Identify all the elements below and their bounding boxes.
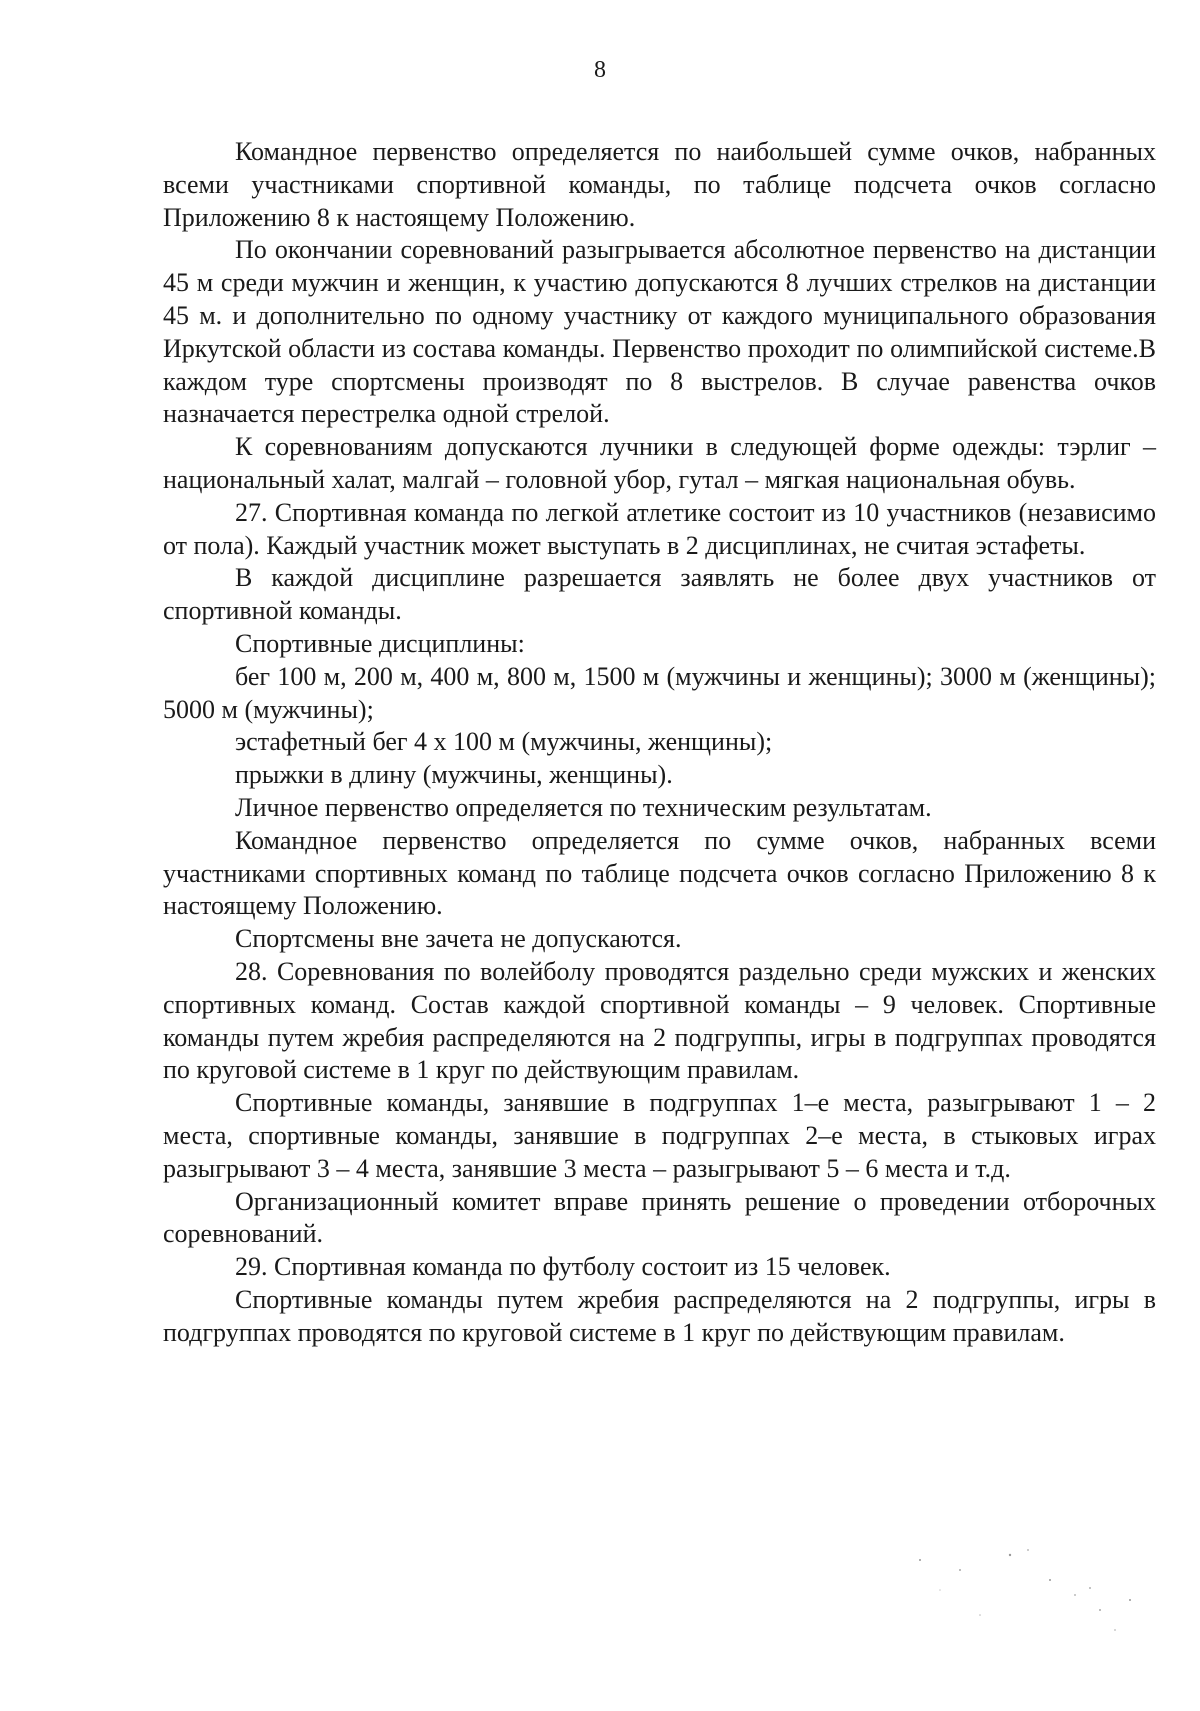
paragraph: 29. Спортивная команда по футболу состоит из 15 человек.	[235, 1252, 891, 1282]
paragraph: прыжки в длину (мужчины, женщины).	[235, 760, 673, 790]
paragraph: Спортивные команды, занявшие в подгруппах 1–е места, разыгрывают 1 – 2 места, спортивные команды, занявшие в подгруппах 2–е места, в стыковых играх разыгрывают 3 – 4 места, занявшие 3 места – разыгрывают 5 – 6 места и т.д.	[163, 1088, 1156, 1183]
paragraph: В каждой дисциплине разрешается заявлять не более двух участников от спортивной команды.	[163, 563, 1156, 626]
paragraph: бег 100 м, 200 м, 400 м, 800 м, 1500 м (мужчины и женщины); 3000 м (женщины); 5000 м (мужчины);	[163, 661, 1156, 724]
paragraph: Спортивные команды путем жребия распределяются на 2 подгруппы, игры в подгруппах проводятся по круговой системе в 1 круг по действующим правилам.	[163, 1284, 1156, 1347]
paragraph: 28. Соревнования по волейболу проводятся раздельно среди мужских и женских спортивных команд. Состав каждой спортивной команды – 9 человек. Спортивные команды путем жребия распределяются на 2 подгруппы, игры в подгруппах проводятся по круговой системе в 1 круг по действующим правилам.	[163, 956, 1156, 1085]
paragraph: Личное первенство определяется по техническим результатам.	[235, 792, 932, 822]
paragraph: эстафетный бег 4 х 100 м (мужчины, женщины);	[235, 727, 773, 757]
paragraph: Командное первенство определяется по сумме очков, набранных всеми участниками спортивных команд по таблице подсчета очков согласно Приложению 8 к настоящему Положению.	[163, 825, 1156, 921]
paragraph: Командное первенство определяется по наибольшей сумме очков, набранных всеми участниками спортивной команды, по таблице подсчета очков согласно Приложению 8 к настоящему Положению.	[163, 137, 1156, 232]
paragraph: Спортивные дисциплины:	[235, 628, 525, 658]
paragraph: Организационный комитет вправе принять решение о проведении отборочных соревнований.	[163, 1186, 1156, 1249]
scan-noise-specks	[900, 1540, 1160, 1660]
document-body	[163, 136, 1156, 1349]
paragraph: Спортсмены вне зачета не допускаются.	[235, 924, 682, 954]
paragraph: 27. Спортивная команда по легкой атлетике состоит из 10 участников (независимо от пола). Каждый участник может выступать в 2 дисциплинах, не считая эстафеты.	[163, 497, 1156, 560]
page-number: 8	[594, 57, 606, 83]
paragraph: К соревнованиям допускаются лучники в следующей форме одежды: тэрлиг – национальный халат, малгай – головной убор, гутал – мягкая национальная обувь.	[163, 432, 1156, 494]
paragraph: По окончании соревнований разыгрывается абсолютное первенство на дистанции 45 м среди мужчин и женщин, к участию допускаются 8 лучших стрелков на дистанции 45 м. и дополнительно по одному участнику от каждого муниципального образования Иркутской области из состава команды. Первенство проходит по олимпийской системе.В каждом туре спортсмены производят по 8 выстрелов. В случае равенства очков назначается перестрелка одной стрелой.	[163, 235, 1156, 429]
